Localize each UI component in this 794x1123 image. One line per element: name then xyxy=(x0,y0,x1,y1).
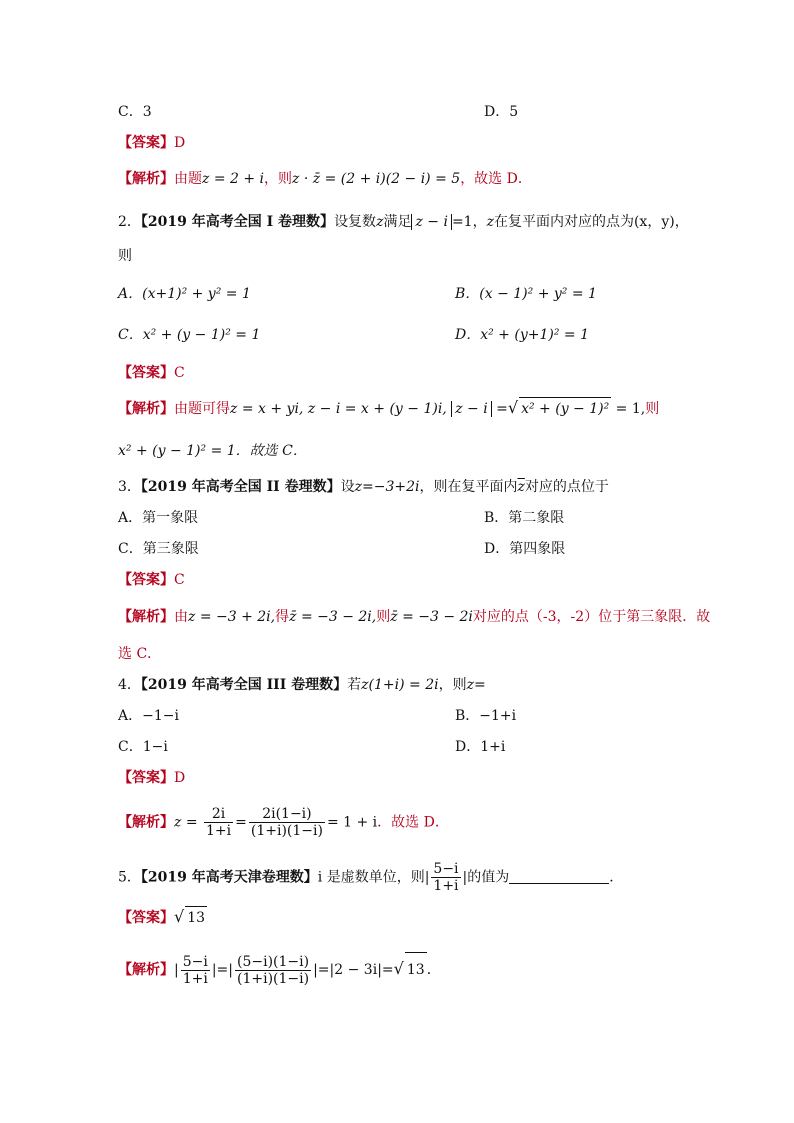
q2-analysis-cont: x² + (y − 1)² = 1．故选 C． xyxy=(118,443,307,459)
q3-option-c: C．第三象限 xyxy=(118,541,199,557)
q4-answer xyxy=(118,767,185,789)
q4-option-d: D．1+i xyxy=(455,739,506,755)
answer-value: D xyxy=(174,135,186,151)
answer-blank xyxy=(509,869,609,884)
q2-option-b: B．(x − 1)² + y² = 1 xyxy=(455,286,597,302)
analysis-label: 【解析】 xyxy=(118,171,174,187)
analysis-label: 【解析】 xyxy=(118,814,174,831)
q4-stem: 4．【2019 年高考全国 III 卷理数】若z(1+i) = 2i，则z= xyxy=(118,677,486,693)
q3-option-b: B．第二象限 xyxy=(484,510,565,526)
q2-option-a: A．(x+1)² + y² = 1 xyxy=(118,286,251,302)
question-source: 【2019 年高考全国 III 卷理数】 xyxy=(140,677,348,693)
q3-option-d: D．第四象限 xyxy=(484,541,566,557)
answer-label: 【答案】 xyxy=(118,365,174,381)
answer-value: D xyxy=(174,770,186,786)
q4-option-c: C．1−i xyxy=(118,739,168,755)
fraction: $\frac{5-i}{1+i}$ xyxy=(182,953,208,987)
q3-analysis-cont: 选 C． xyxy=(118,646,162,662)
q3-option-a: A．第一象限 xyxy=(118,510,199,526)
q4-analysis: 【解析】z = $\frac{2i}{1+i}$ = $\frac{2i(1-i)}{(1+i)(1-i)}$ = 1 + i．故选 D． xyxy=(118,806,449,839)
analysis-label: 【解析】 xyxy=(118,609,174,625)
q4-option-a: A．−1−i xyxy=(118,708,179,724)
q3-analysis: 【解析】由z = −3 + 2i,得z̄ = −3 − 2i,则z̄ = −3 − 2i对应的点（-3，-2）位于第三象限．故 xyxy=(118,609,711,625)
answer-label: 【答案】 xyxy=(118,770,174,786)
answer-label: 【答案】 xyxy=(118,910,174,926)
answer-label: 【答案】 xyxy=(118,135,174,151)
question-source: 【2019 年高考全国 I 卷理数】 xyxy=(140,214,335,230)
q3-answer xyxy=(118,569,185,591)
q2-option-d: D．x² + (y+1)² = 1 xyxy=(455,327,589,343)
q4-option-b: B．−1+i xyxy=(455,708,517,724)
answer-value: C xyxy=(174,365,185,381)
q2-option-c: C．x² + (y − 1)² = 1 xyxy=(118,327,261,343)
analysis-label: 【解析】 xyxy=(118,401,174,417)
q1-option-d: D．5 xyxy=(484,104,519,120)
q2-answer xyxy=(118,362,185,384)
analysis-label: 【解析】 xyxy=(118,962,174,978)
q1-answer xyxy=(118,132,185,154)
q2-analysis: 【解析】由题可得z = x + yi, z − i = x + (y − 1)i, z − i =√ x² + (y − 1)² = 1,则 xyxy=(118,397,659,420)
question-source: 【2019 年高考全国 II 卷理数】 xyxy=(140,479,341,495)
q2-stem-cont: 则 xyxy=(118,248,132,264)
q1-option-c: C．3 xyxy=(118,104,152,120)
q5-analysis: 【解析】| $\frac{5-i}{1+i}$ |=| $\frac{(5-i)(1-i)}{(1+i)(1-i)}$ |=|2 − 3i|=√ 13 ． xyxy=(118,953,441,987)
q5-stem: 5．【2019 年高考天津卷理数】i 是虚数单位，则| $\frac{5-i}{1+i}$ |的值为 ． xyxy=(118,861,624,894)
q3-stem: 3．【2019 年高考全国 II 卷理数】设z=−3+2i，则在复平面内$\overline{z}$对应的点位于 xyxy=(118,479,609,495)
fraction: $\frac{2i}{1+i}$ xyxy=(206,806,232,839)
answer-value: 13 xyxy=(185,906,207,929)
q1-analysis: 【解析】由题z = 2 + i，则z · z̄ = (2 + i)(2 − i) = 5，故选 D． xyxy=(118,171,532,187)
q5-answer: 【答案】√ 13 xyxy=(118,906,207,929)
q2-stem: 2．【2019 年高考全国 I 卷理数】设复数z满足 z − i =1，z在复平面内对应的点为(x，y)， xyxy=(118,214,689,230)
answer-value: C xyxy=(174,572,185,588)
question-source: 【2019 年高考天津卷理数】 xyxy=(140,869,318,886)
fraction: $\frac{5-i}{1+i}$ xyxy=(433,861,459,894)
fraction: $\frac{(5-i)(1-i)}{(1+i)(1-i)}$ xyxy=(237,953,310,987)
answer-label: 【答案】 xyxy=(118,572,174,588)
fraction: $\frac{2i(1-i)}{(1+i)(1-i)}$ xyxy=(250,806,323,839)
